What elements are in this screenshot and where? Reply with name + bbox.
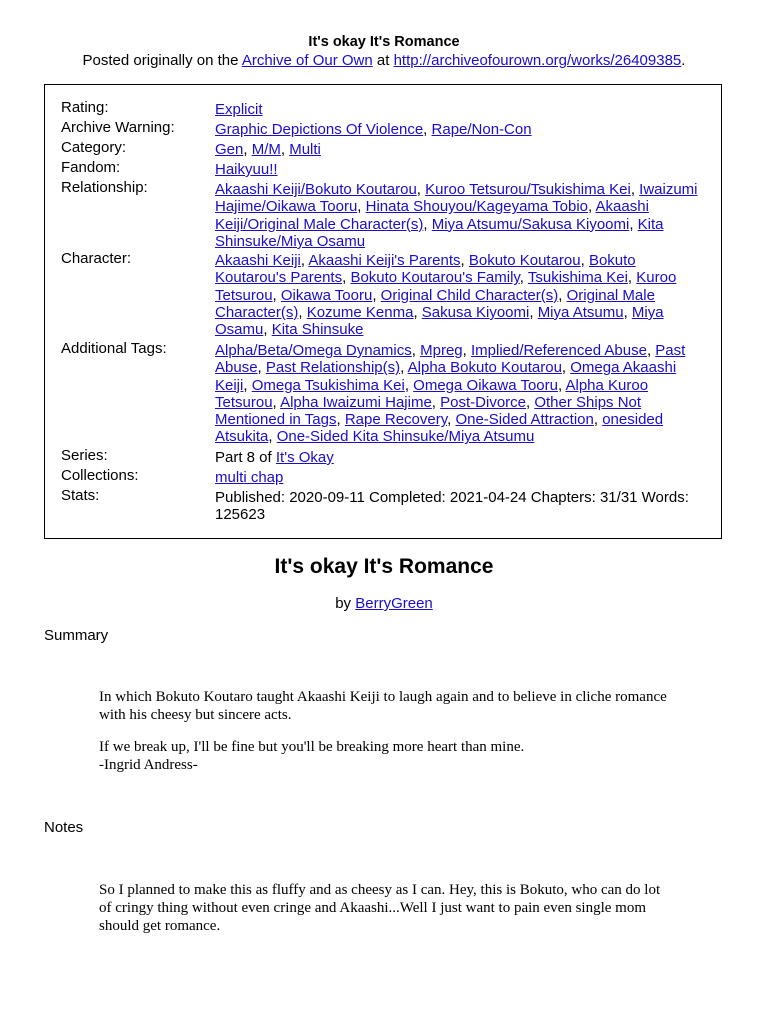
separator: , xyxy=(593,411,603,429)
tag-link[interactable]: Kozume Kenma xyxy=(306,303,414,321)
category-values xyxy=(215,141,711,158)
tag-link[interactable]: multi chap xyxy=(215,469,284,486)
tag-link[interactable]: Iwaizumi Hajime/Oikawa Tooru xyxy=(215,181,698,216)
separator: , xyxy=(257,359,266,377)
separator: , xyxy=(372,286,381,304)
tag-link[interactable]: Kuroo Tetsurou xyxy=(215,269,677,304)
posted-line: Posted originally on the Archive of Our Own at http://archiveofourown.org/works/26409385. xyxy=(82,52,686,69)
series-link[interactable]: It's Okay xyxy=(275,449,334,466)
series-label: Series: xyxy=(61,447,108,464)
relationship-values xyxy=(215,181,711,250)
separator: , xyxy=(447,411,456,429)
separator: , xyxy=(561,359,571,377)
tag-link[interactable]: Other Ships Not Mentioned in Tags xyxy=(215,393,642,429)
separator: , xyxy=(272,393,281,411)
separator: , xyxy=(431,393,441,411)
category-label: Category: xyxy=(61,139,127,156)
tag-link[interactable]: Tsukishima Kei xyxy=(527,269,628,287)
separator: , xyxy=(357,198,366,216)
separator: , xyxy=(519,269,528,287)
separator: , xyxy=(462,342,471,359)
notes-paragraph: So I planned to make this as fluffy and as cheesy as I can. Hey, this is Bokuto, who can do lot of cringy thing without even cringe and Akaashi...Well I just want to pain even single mom should get romance. xyxy=(99,882,661,934)
tag-link[interactable]: Rape Recovery xyxy=(344,411,448,429)
separator: , xyxy=(263,321,272,339)
tag-link[interactable]: Past Abuse xyxy=(215,342,686,377)
character-values xyxy=(215,252,711,338)
separator: , xyxy=(272,286,281,304)
tag-link[interactable]: Mpreg xyxy=(420,342,463,359)
summary-text xyxy=(99,688,679,774)
tag-link[interactable]: Gen xyxy=(215,141,244,158)
tag-link[interactable]: Post-Divorce xyxy=(440,393,526,411)
separator: , xyxy=(300,252,309,269)
separator: , xyxy=(627,269,637,287)
tag-link[interactable]: Omega Tsukishima Kei xyxy=(251,376,405,394)
posted-prefix: Posted originally on the xyxy=(82,52,239,69)
tag-link[interactable]: Alpha Iwaizumi Hajime xyxy=(280,393,432,411)
separator: , xyxy=(646,342,656,359)
fandom-label: Fandom: xyxy=(61,159,121,176)
tag-link[interactable]: Alpha/Beta/Omega Dynamics xyxy=(215,342,412,359)
separator: , xyxy=(342,269,351,287)
separator: , xyxy=(558,286,567,304)
tag-link[interactable]: Oikawa Tooru xyxy=(280,286,373,304)
rating-values xyxy=(215,101,711,118)
tag-link[interactable]: Original Child Character(s) xyxy=(380,286,559,304)
summary-paragraph: In which Bokuto Koutaro taught Akaashi Keiji to laugh again and to believe in cliche romance with his cheesy but sincere acts. xyxy=(99,689,667,723)
separator: , xyxy=(243,376,252,394)
tag-link[interactable]: M/M xyxy=(251,141,281,158)
separator: , xyxy=(268,428,277,446)
separator: , xyxy=(629,215,638,233)
tag-link[interactable]: Miya Osamu xyxy=(215,303,664,339)
stats-value: Published: 2020-09-11 Completed: 2021-04-24 Chapters: 31/31 Words: 125623 xyxy=(215,489,689,524)
collections-label: Collections: xyxy=(61,467,139,484)
separator: , xyxy=(460,252,469,269)
tag-link[interactable]: Bokuto Koutarou xyxy=(468,252,581,269)
rating-label: Rating: xyxy=(61,99,109,116)
separator: , xyxy=(243,141,252,158)
notes-text xyxy=(99,881,669,935)
work-title-top: It's okay It's Romance xyxy=(308,34,460,50)
separator: , xyxy=(529,303,538,321)
byline xyxy=(0,595,768,612)
tag-link[interactable]: Haikyuu!! xyxy=(215,161,278,178)
work-url-link[interactable]: http://archiveofourown.org/works/26409385 xyxy=(393,52,682,69)
separator: , xyxy=(423,215,432,233)
separator: , xyxy=(588,198,596,216)
tag-link[interactable]: One-Sided Kita Shinsuke/Miya Atsumu xyxy=(276,428,535,446)
tag-link[interactable]: Bokuto Koutarou's Parents xyxy=(215,252,636,287)
tag-link[interactable]: Past Relationship(s) xyxy=(265,359,401,377)
tag-link[interactable]: Graphic Depictions Of Violence xyxy=(215,121,424,138)
tag-link[interactable]: Akaashi Keiji/Original Male Character(s) xyxy=(215,198,649,233)
separator: , xyxy=(557,376,566,394)
warning-values xyxy=(215,121,711,138)
tag-link[interactable]: Omega Akaashi Keiji xyxy=(215,359,677,394)
author-link[interactable]: BerryGreen xyxy=(355,595,433,612)
tag-link[interactable]: Kita Shinsuke xyxy=(271,321,364,339)
summary-quote xyxy=(99,738,679,774)
notes-heading: Notes xyxy=(44,819,84,836)
tag-link[interactable]: Alpha Bokuto Koutarou xyxy=(407,359,562,377)
by-label: by xyxy=(335,595,352,612)
separator: , xyxy=(411,342,421,359)
tag-link[interactable]: Akaashi Keiji xyxy=(215,252,301,269)
series-prefix: Part 8 of xyxy=(215,449,272,466)
separator: , xyxy=(298,303,307,321)
tag-link[interactable]: One-Sided Attraction xyxy=(455,411,594,429)
collections-values xyxy=(215,469,711,486)
tags-values xyxy=(215,342,711,446)
page-title: It's okay It's Romance xyxy=(274,555,494,578)
separator: , xyxy=(423,121,432,138)
separator: , xyxy=(413,303,422,321)
warning-label: Archive Warning: xyxy=(61,119,175,136)
separator: , xyxy=(526,393,535,411)
separator: , xyxy=(404,376,414,394)
tag-link[interactable]: Omega Oikawa Tooru xyxy=(413,376,558,394)
tag-link[interactable]: Original Male Character(s) xyxy=(215,286,655,321)
tag-link[interactable]: Miya Atsumu xyxy=(537,303,624,321)
separator: , xyxy=(580,252,589,269)
tag-link[interactable]: Hinata Shouyou/Kageyama Tobio xyxy=(365,198,589,216)
tag-link[interactable]: Kuroo Tetsurou/Tsukishima Kei xyxy=(425,181,631,198)
character-label: Character: xyxy=(61,250,132,267)
posted-at: at xyxy=(376,52,390,69)
separator: , xyxy=(416,181,426,198)
tag-link[interactable]: Multi xyxy=(289,141,321,158)
separator: , xyxy=(623,303,632,321)
tags-label: Additional Tags: xyxy=(61,340,167,357)
tag-link[interactable]: Rape/Non-Con xyxy=(431,121,532,138)
stats-label: Stats: xyxy=(61,487,100,504)
tag-link[interactable]: Miya Atsumu/Sakusa Kiyoomi xyxy=(431,215,630,233)
separator: , xyxy=(336,411,345,429)
tag-link[interactable]: Implied/Referenced Abuse xyxy=(470,342,647,359)
tag-link[interactable]: Alpha Kuroo Tetsurou xyxy=(215,376,649,411)
tag-link[interactable]: Akaashi Keiji's Parents xyxy=(308,252,461,269)
separator: , xyxy=(630,181,640,198)
relationship-label: Relationship: xyxy=(61,179,148,196)
tag-link[interactable]: Kita Shinsuke/Miya Osamu xyxy=(215,215,664,250)
tag-link[interactable]: Sakusa Kiyoomi xyxy=(421,303,530,321)
metadata-box xyxy=(44,84,722,539)
tag-link[interactable]: Explicit xyxy=(215,101,263,118)
summary-heading: Summary xyxy=(44,627,109,644)
archive-link[interactable]: Archive of Our Own xyxy=(241,52,373,69)
separator: , xyxy=(400,359,408,377)
tag-link[interactable]: onesided Atsukita xyxy=(215,411,664,446)
series-value xyxy=(215,449,711,466)
fandom-values xyxy=(215,161,711,178)
tag-link[interactable]: Akaashi Keiji/Bokuto Koutarou xyxy=(215,181,417,198)
separator: , xyxy=(280,141,290,158)
quote-line: If we break up, I'll be fine but you'll be breaking more heart than mine. xyxy=(99,739,525,755)
quote-attribution: -Ingrid Andress- xyxy=(99,757,198,773)
tag-link[interactable]: Bokuto Koutarou's Family xyxy=(350,269,520,287)
